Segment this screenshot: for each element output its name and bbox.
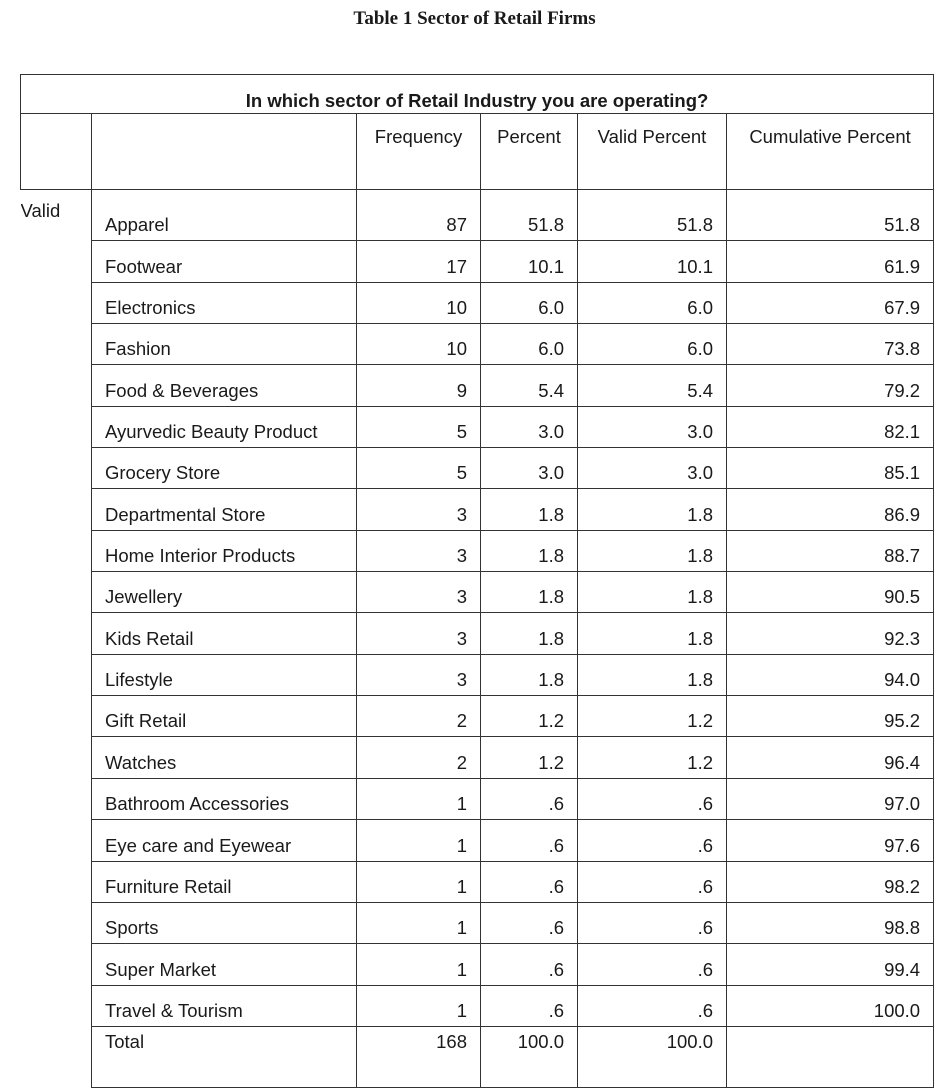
table-body: [21, 190, 934, 1088]
cell-valid-percent: .6: [578, 902, 727, 943]
table-row: [21, 985, 934, 1026]
cell-cumulative-percent: 51.8: [727, 190, 934, 241]
cell-frequency: 5: [357, 406, 481, 447]
table-row: [21, 902, 934, 943]
cell-cumulative-percent: 100.0: [727, 985, 934, 1026]
cell-percent: 1.8: [481, 572, 578, 613]
table-caption: Table 1 Sector of Retail Firms: [353, 8, 596, 29]
cell-valid-percent: 5.4: [578, 365, 727, 406]
header-percent: Percent: [481, 114, 578, 190]
cell-category: Gift Retail: [92, 696, 357, 737]
cell-percent: .6: [481, 985, 578, 1026]
table-row: [21, 696, 934, 737]
cell-category: Fashion: [92, 324, 357, 365]
cell-frequency: 5: [357, 448, 481, 489]
cell-frequency: 1: [357, 985, 481, 1026]
cell-percent: 10.1: [481, 241, 578, 282]
cell-category: Ayurvedic Beauty Product: [92, 406, 357, 447]
cell-frequency: 10: [357, 324, 481, 365]
cell-cumulative-percent: 97.6: [727, 820, 934, 861]
table-row: [21, 489, 934, 530]
cell-percent: 1.8: [481, 489, 578, 530]
cell-cumulative-percent: 92.3: [727, 613, 934, 654]
group-label-valid: Valid: [20, 200, 61, 221]
cell-frequency: 3: [357, 613, 481, 654]
table-row: [21, 820, 934, 861]
cell-valid-percent: 1.8: [578, 654, 727, 695]
cell-valid-percent: 3.0: [578, 406, 727, 447]
total-frequency: 168: [357, 1026, 481, 1087]
cell-cumulative-percent: 97.0: [727, 778, 934, 819]
cell-percent: .6: [481, 778, 578, 819]
cell-category: Kids Retail: [92, 613, 357, 654]
header-frequency: Frequency: [357, 114, 481, 190]
cell-category: Grocery Store: [92, 448, 357, 489]
cell-valid-percent: 1.2: [578, 696, 727, 737]
cell-category: Lifestyle: [92, 654, 357, 695]
cell-category: Food & Beverages: [92, 365, 357, 406]
cell-percent: 5.4: [481, 365, 578, 406]
cell-frequency: 1: [357, 861, 481, 902]
cell-category: Sports: [92, 902, 357, 943]
cell-cumulative-percent: 94.0: [727, 654, 934, 695]
cell-total-label: Total: [92, 1026, 357, 1087]
cell-percent: 1.8: [481, 530, 578, 571]
cell-frequency: 3: [357, 530, 481, 571]
cell-valid-percent: .6: [578, 820, 727, 861]
cell-percent: 3.0: [481, 406, 578, 447]
header-cumulative-percent: Cumulative Percent: [727, 114, 934, 190]
cell-frequency: 1: [357, 820, 481, 861]
cell-frequency: 2: [357, 737, 481, 778]
cell-cumulative-percent: 99.4: [727, 944, 934, 985]
cell-percent: .6: [481, 944, 578, 985]
cell-valid-percent: 6.0: [578, 282, 727, 323]
cell-cumulative-percent: 61.9: [727, 241, 934, 282]
cell-percent: .6: [481, 861, 578, 902]
table-row: [21, 365, 934, 406]
table-row: [21, 448, 934, 489]
cell-category: Eye care and Eyewear: [92, 820, 357, 861]
table-row: [21, 778, 934, 819]
column-header-row: [21, 114, 934, 190]
cell-category: Watches: [92, 737, 357, 778]
table-row: [21, 861, 934, 902]
frequency-table: [20, 74, 934, 1088]
cell-cumulative-percent: 82.1: [727, 406, 934, 447]
table-row: [21, 324, 934, 365]
total-cumulative-percent: [727, 1026, 934, 1087]
cell-frequency: 1: [357, 902, 481, 943]
cell-category: Home Interior Products: [92, 530, 357, 571]
cell-percent: .6: [481, 820, 578, 861]
cell-valid-percent: 3.0: [578, 448, 727, 489]
cell-cumulative-percent: 67.9: [727, 282, 934, 323]
header-valid-percent: Valid Percent: [578, 114, 727, 190]
cell-frequency: 9: [357, 365, 481, 406]
cell-category: Apparel: [92, 190, 357, 241]
table-row: [21, 737, 934, 778]
cell-cumulative-percent: 79.2: [727, 365, 934, 406]
header-blank-category: [92, 114, 357, 190]
cell-frequency: 87: [357, 190, 481, 241]
cell-percent: 6.0: [481, 282, 578, 323]
table-total-row: [21, 1026, 934, 1087]
cell-percent: 1.2: [481, 737, 578, 778]
table-title: In which sector of Retail Industry you are operating?: [21, 75, 934, 114]
cell-valid-percent: 1.8: [578, 530, 727, 571]
cell-cumulative-percent: 98.2: [727, 861, 934, 902]
cell-frequency: 1: [357, 944, 481, 985]
cell-percent: 51.8: [481, 190, 578, 241]
cell-frequency: 2: [357, 696, 481, 737]
cell-valid-percent: .6: [578, 944, 727, 985]
cell-frequency: 3: [357, 654, 481, 695]
cell-frequency: 3: [357, 572, 481, 613]
cell-frequency: 1: [357, 778, 481, 819]
cell-percent: 1.8: [481, 613, 578, 654]
cell-percent: 6.0: [481, 324, 578, 365]
table-row: [21, 282, 934, 323]
cell-percent: 1.8: [481, 654, 578, 695]
cell-percent: .6: [481, 902, 578, 943]
cell-valid-percent: 10.1: [578, 241, 727, 282]
total-percent: 100.0: [481, 1026, 578, 1087]
cell-percent: 1.2: [481, 696, 578, 737]
table-title-row: [21, 75, 934, 114]
table-row: [21, 530, 934, 571]
cell-category: Footwear: [92, 241, 357, 282]
cell-cumulative-percent: 98.8: [727, 902, 934, 943]
cell-cumulative-percent: 88.7: [727, 530, 934, 571]
cell-cumulative-percent: 85.1: [727, 448, 934, 489]
cell-category: Electronics: [92, 282, 357, 323]
table-row: [21, 406, 934, 447]
cell-percent: 3.0: [481, 448, 578, 489]
table-row: [21, 613, 934, 654]
table-row: [21, 241, 934, 282]
cell-valid-percent: 51.8: [578, 190, 727, 241]
table-row: [21, 654, 934, 695]
cell-category: Departmental Store: [92, 489, 357, 530]
cell-category: Furniture Retail: [92, 861, 357, 902]
cell-valid-percent: 1.8: [578, 572, 727, 613]
cell-frequency: 10: [357, 282, 481, 323]
table-row: [21, 190, 934, 241]
cell-category: Super Market: [92, 944, 357, 985]
cell-cumulative-percent: 95.2: [727, 696, 934, 737]
cell-cumulative-percent: 86.9: [727, 489, 934, 530]
cell-category: Travel & Tourism: [92, 985, 357, 1026]
cell-cumulative-percent: 90.5: [727, 572, 934, 613]
header-blank-group: [21, 114, 92, 190]
cell-frequency: 17: [357, 241, 481, 282]
cell-valid-percent: .6: [578, 778, 727, 819]
cell-valid-percent: 1.8: [578, 613, 727, 654]
cell-frequency: 3: [357, 489, 481, 530]
cell-cumulative-percent: 73.8: [727, 324, 934, 365]
total-valid-percent: 100.0: [578, 1026, 727, 1087]
table-row: [21, 572, 934, 613]
cell-valid-percent: .6: [578, 985, 727, 1026]
cell-category: Jewellery: [92, 572, 357, 613]
cell-valid-percent: 1.2: [578, 737, 727, 778]
cell-category: Bathroom Accessories: [92, 778, 357, 819]
cell-valid-percent: 1.8: [578, 489, 727, 530]
cell-cumulative-percent: 96.4: [727, 737, 934, 778]
cell-valid-percent: 6.0: [578, 324, 727, 365]
cell-valid-percent: .6: [578, 861, 727, 902]
